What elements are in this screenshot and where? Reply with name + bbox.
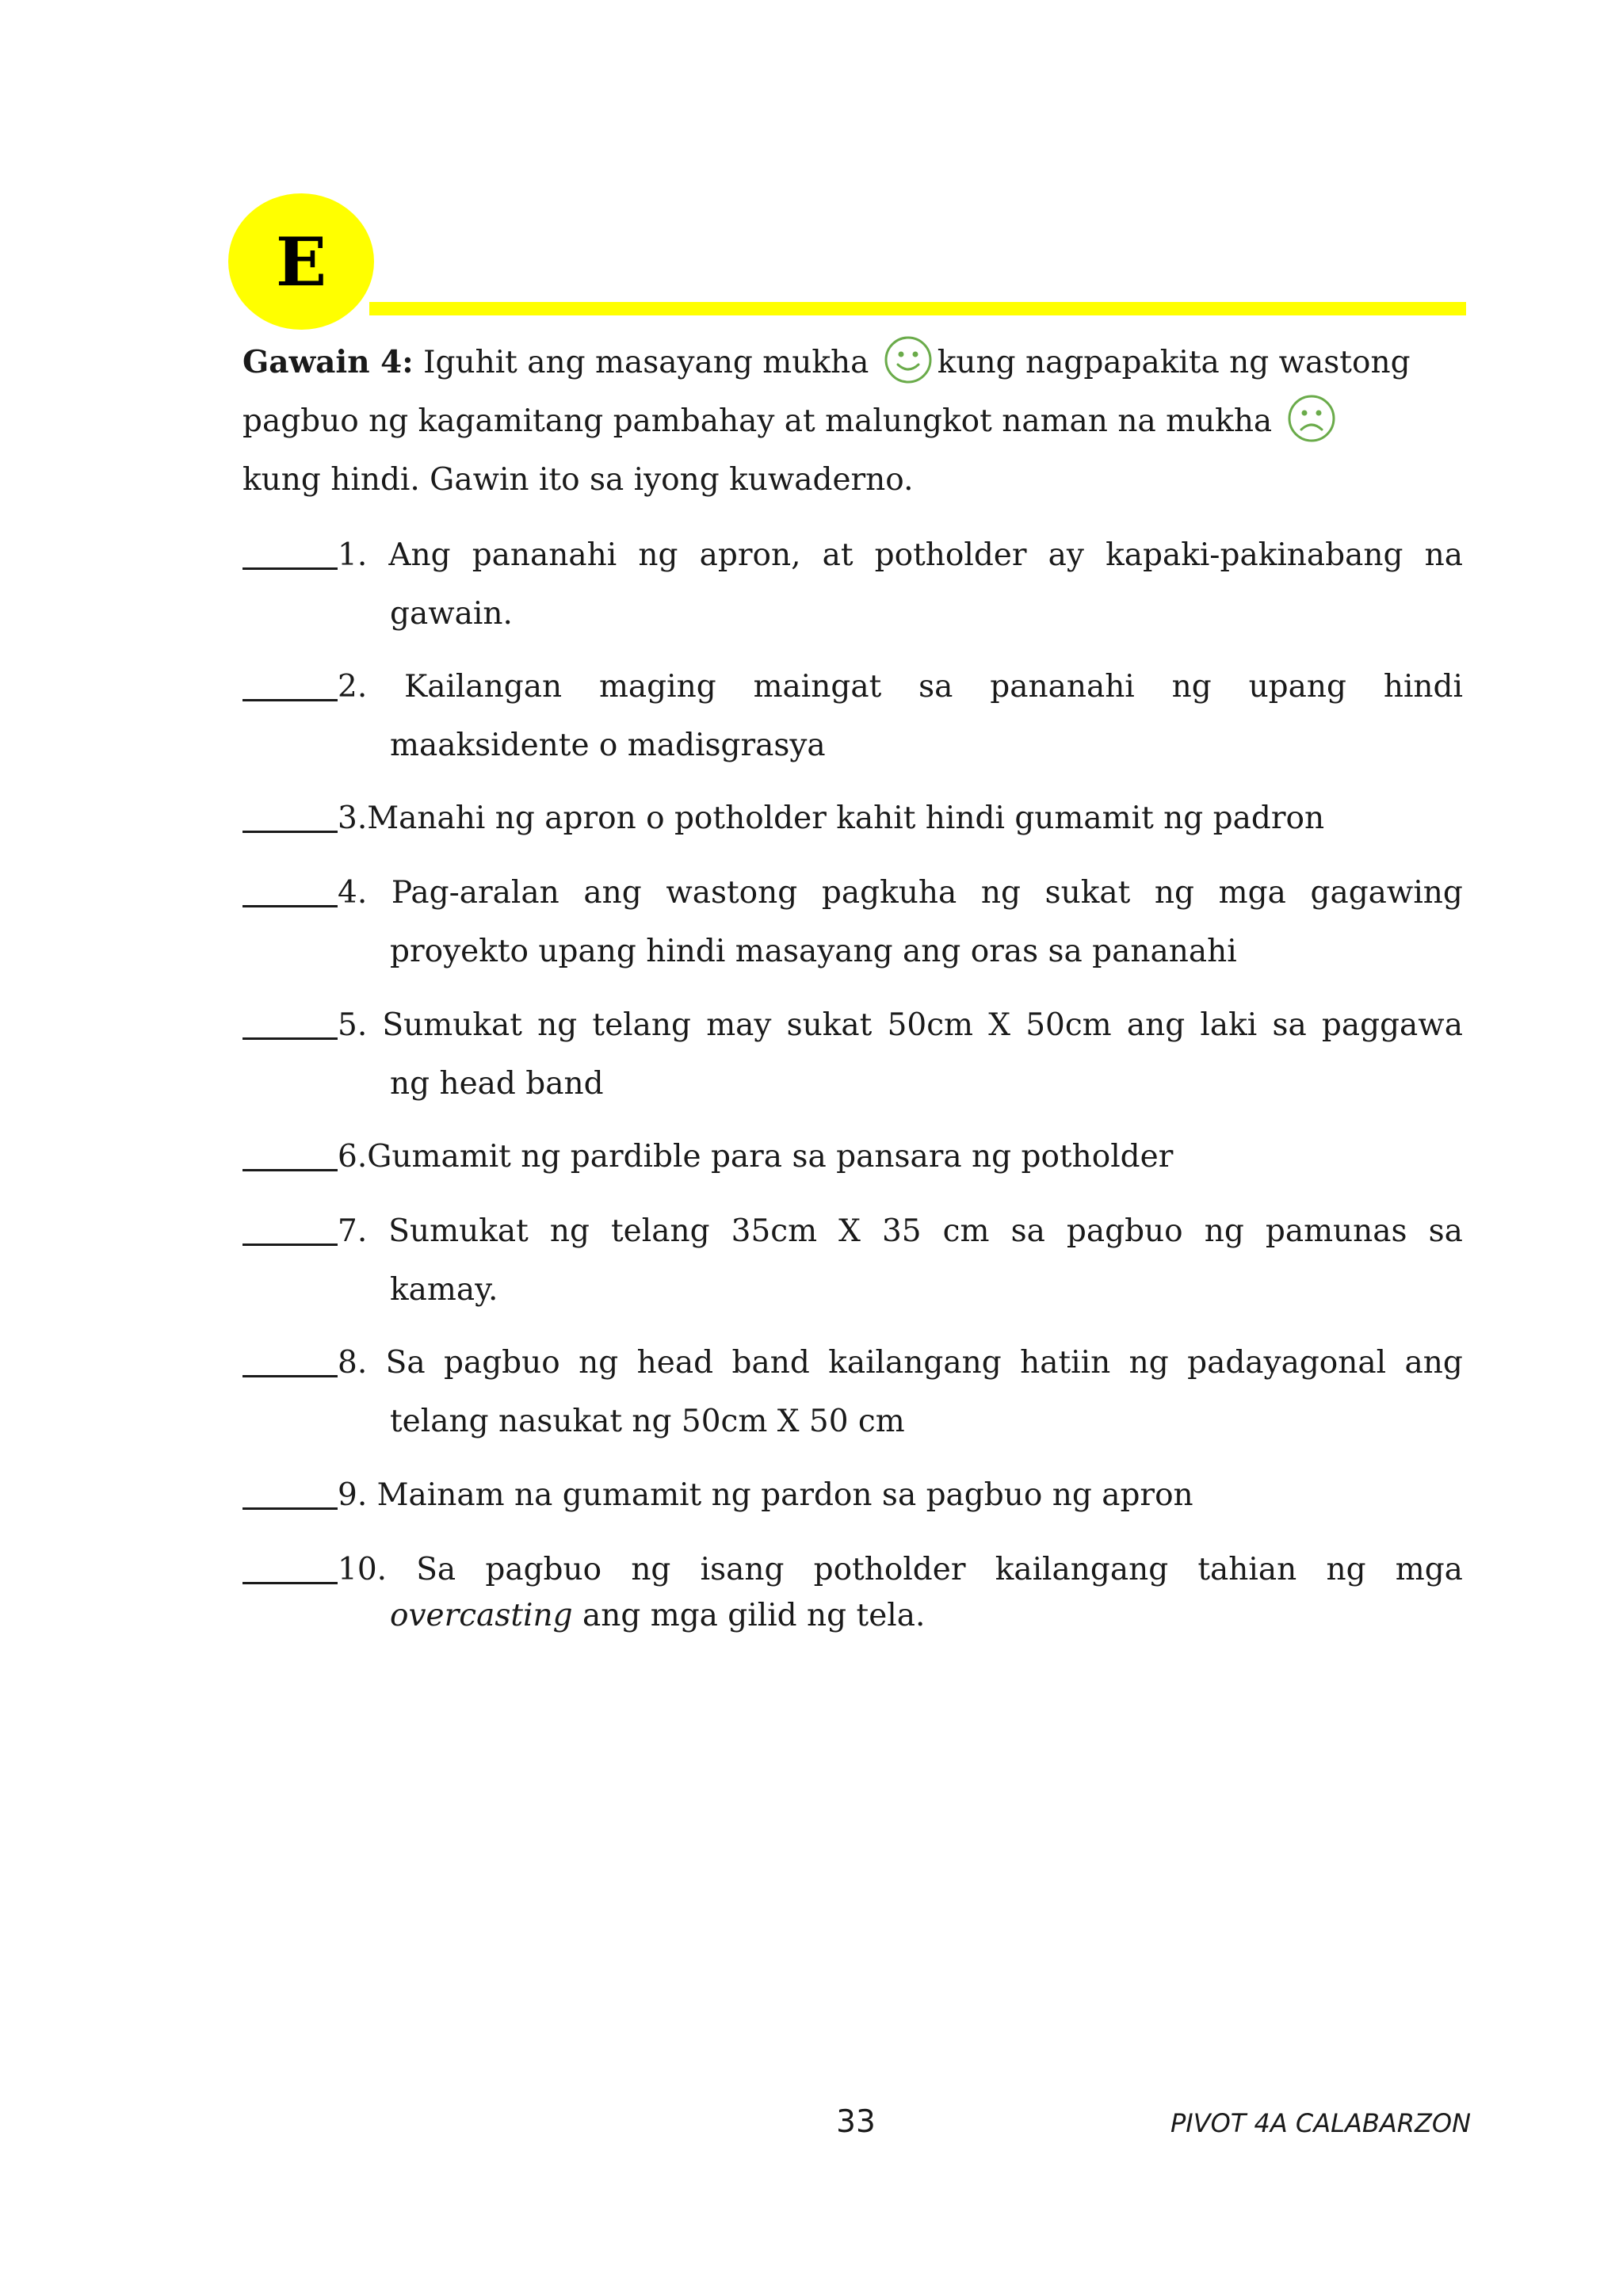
item-word: sa <box>1272 1007 1307 1043</box>
item-word: hindi <box>1383 669 1463 705</box>
item-word: at <box>822 537 854 573</box>
answer-blank[interactable] <box>242 1207 338 1246</box>
item-word: ng <box>1204 1213 1244 1249</box>
item-number: 4. <box>338 875 368 911</box>
item-word: ang <box>583 875 642 911</box>
item-continuation: telang nasukat ng 50cm X 50 cm <box>390 1404 905 1439</box>
item-text: Manahi ng apron o potholder kahit hindi gumamit ng padron <box>367 800 1325 836</box>
item-word: tahian <box>1197 1552 1297 1587</box>
item-word: ang <box>1126 1007 1186 1043</box>
statement-item <box>242 1128 1463 1186</box>
item-continuation: ang mga gilid ng tela. <box>572 1598 926 1633</box>
item-word: potholder <box>874 537 1027 573</box>
item-word: mga <box>1395 1552 1463 1587</box>
instructions-part-1: Iguhit ang masayang mukha <box>413 345 879 380</box>
item-word: telang <box>611 1213 710 1249</box>
smiley-face-icon <box>882 334 934 386</box>
activity-instructions <box>242 333 1469 510</box>
item-word: pagkuha <box>821 875 957 911</box>
instructions-part-3: kung hindi. Gawin ito sa iyong kuwaderno. <box>242 462 914 498</box>
item-word: ng <box>980 875 1021 911</box>
item-word: padayagonal <box>1187 1345 1387 1381</box>
item-number: 10. <box>338 1552 388 1587</box>
item-word: potholder <box>813 1552 966 1587</box>
item-word: pagbuo <box>444 1345 560 1381</box>
item-word: sa <box>918 669 953 705</box>
item-number: 6. <box>338 1139 368 1175</box>
item-word: maging <box>598 669 716 705</box>
section-divider <box>369 302 1466 315</box>
item-word: telang <box>592 1007 691 1043</box>
answer-blank[interactable] <box>242 1339 338 1377</box>
item-number: 3. <box>338 800 368 836</box>
item-number: 9. <box>338 1477 368 1513</box>
statement-item <box>242 789 1463 848</box>
answer-blank[interactable] <box>242 1471 338 1510</box>
answer-blank[interactable] <box>242 1545 338 1584</box>
item-word: ng <box>579 1345 619 1381</box>
item-word: ng <box>1171 669 1212 705</box>
activity-title: Gawain 4: <box>242 344 414 380</box>
item-word: band <box>731 1345 810 1381</box>
item-word: Sumukat <box>388 1213 529 1249</box>
statement-item <box>242 864 1463 981</box>
instructions-part-2: kung nagpapakita ng wastong pagbuo ng kagamitang pambahay at malungkot naman na mukha <box>242 345 1411 439</box>
item-word: pamunas <box>1265 1213 1407 1249</box>
statement-item <box>242 1202 1463 1320</box>
item-word: ng <box>1128 1345 1169 1381</box>
statement-item <box>242 658 1463 775</box>
item-word: ng <box>537 1007 578 1043</box>
item-word: 50cm <box>1025 1007 1112 1043</box>
item-word: cm <box>942 1213 990 1249</box>
item-text: Mainam na gumamit ng pardon sa pagbuo ng apron <box>367 1477 1193 1513</box>
item-word: Pag-aralan <box>391 875 559 911</box>
item-word: 50cm <box>887 1007 974 1043</box>
answer-blank[interactable] <box>242 663 338 701</box>
item-word: gagawing <box>1310 875 1463 911</box>
statement-item <box>242 526 1463 644</box>
item-word: hatiin <box>1020 1345 1111 1381</box>
item-number: 7. <box>338 1213 368 1249</box>
item-word: sa <box>1428 1213 1463 1249</box>
item-word: isang <box>700 1552 785 1587</box>
item-word: maingat <box>753 669 882 705</box>
item-word: kailangang <box>828 1345 1002 1381</box>
item-term: overcasting <box>390 1598 573 1633</box>
answer-blank[interactable] <box>242 531 338 570</box>
item-continuation: proyekto upang hindi masayang ang oras sa pananahi <box>390 934 1237 969</box>
section-badge: E <box>228 193 374 330</box>
item-word: Ang <box>388 537 451 573</box>
item-word: ng <box>549 1213 590 1249</box>
item-continuation: gawain. <box>390 596 513 632</box>
item-word: upang <box>1248 669 1346 705</box>
item-word: Sa <box>385 1345 426 1381</box>
item-word: 35 <box>881 1213 922 1249</box>
answer-blank[interactable] <box>242 869 338 907</box>
item-word: apron, <box>699 537 801 573</box>
answer-blank[interactable] <box>242 794 338 833</box>
item-number: 8. <box>338 1345 368 1381</box>
item-word: ang <box>1404 1345 1463 1381</box>
item-word: Sumukat <box>382 1007 522 1043</box>
item-word: na <box>1424 537 1463 573</box>
item-word: ng <box>631 1552 671 1587</box>
item-word: ng <box>638 537 678 573</box>
page-number: 33 <box>836 2104 876 2140</box>
item-word: kailangang <box>995 1552 1169 1587</box>
item-continuation: maaksidente o madisgrasya <box>390 728 826 763</box>
answer-blank[interactable] <box>242 1001 338 1040</box>
item-number: 2. <box>338 669 368 705</box>
item-word: pagbuo <box>485 1552 602 1587</box>
item-word: X <box>838 1213 861 1249</box>
item-word: sukat <box>1044 875 1131 911</box>
item-word: ng <box>1326 1552 1366 1587</box>
footer-brand: PIVOT 4A CALABARZON <box>1170 2108 1471 2138</box>
item-word: may <box>706 1007 772 1043</box>
item-word: pagbuo <box>1066 1213 1183 1249</box>
item-word: mga <box>1218 875 1286 911</box>
item-word: Sa <box>416 1552 456 1587</box>
item-word: ng <box>1154 875 1195 911</box>
item-word: X <box>988 1007 1010 1043</box>
item-word: pananahi <box>990 669 1135 705</box>
item-continuation: kamay. <box>390 1272 498 1308</box>
sad-face-icon <box>1285 392 1338 445</box>
item-continuation: ng head band <box>390 1066 604 1102</box>
item-word: wastong <box>666 875 798 911</box>
item-word: paggawa <box>1321 1007 1463 1043</box>
item-word: Kailangan <box>404 669 563 705</box>
item-word: kapaki-pakinabang <box>1106 537 1403 573</box>
item-word: laki <box>1200 1007 1258 1043</box>
item-word: head <box>636 1345 714 1381</box>
statement-item <box>242 1334 1463 1451</box>
statement-item <box>242 996 1463 1114</box>
statement-item <box>242 1541 1463 1645</box>
item-word: sa <box>1010 1213 1045 1249</box>
item-number: 5. <box>338 1007 368 1043</box>
item-word: ay <box>1048 537 1084 573</box>
item-word: 35cm <box>731 1213 818 1249</box>
answer-blank[interactable] <box>242 1133 338 1171</box>
item-word: pananahi <box>472 537 617 573</box>
item-text: Gumamit ng pardible para sa pansara ng potholder <box>367 1139 1174 1175</box>
statement-item <box>242 1466 1463 1525</box>
item-word: sukat <box>786 1007 873 1043</box>
item-number: 1. <box>338 537 368 573</box>
